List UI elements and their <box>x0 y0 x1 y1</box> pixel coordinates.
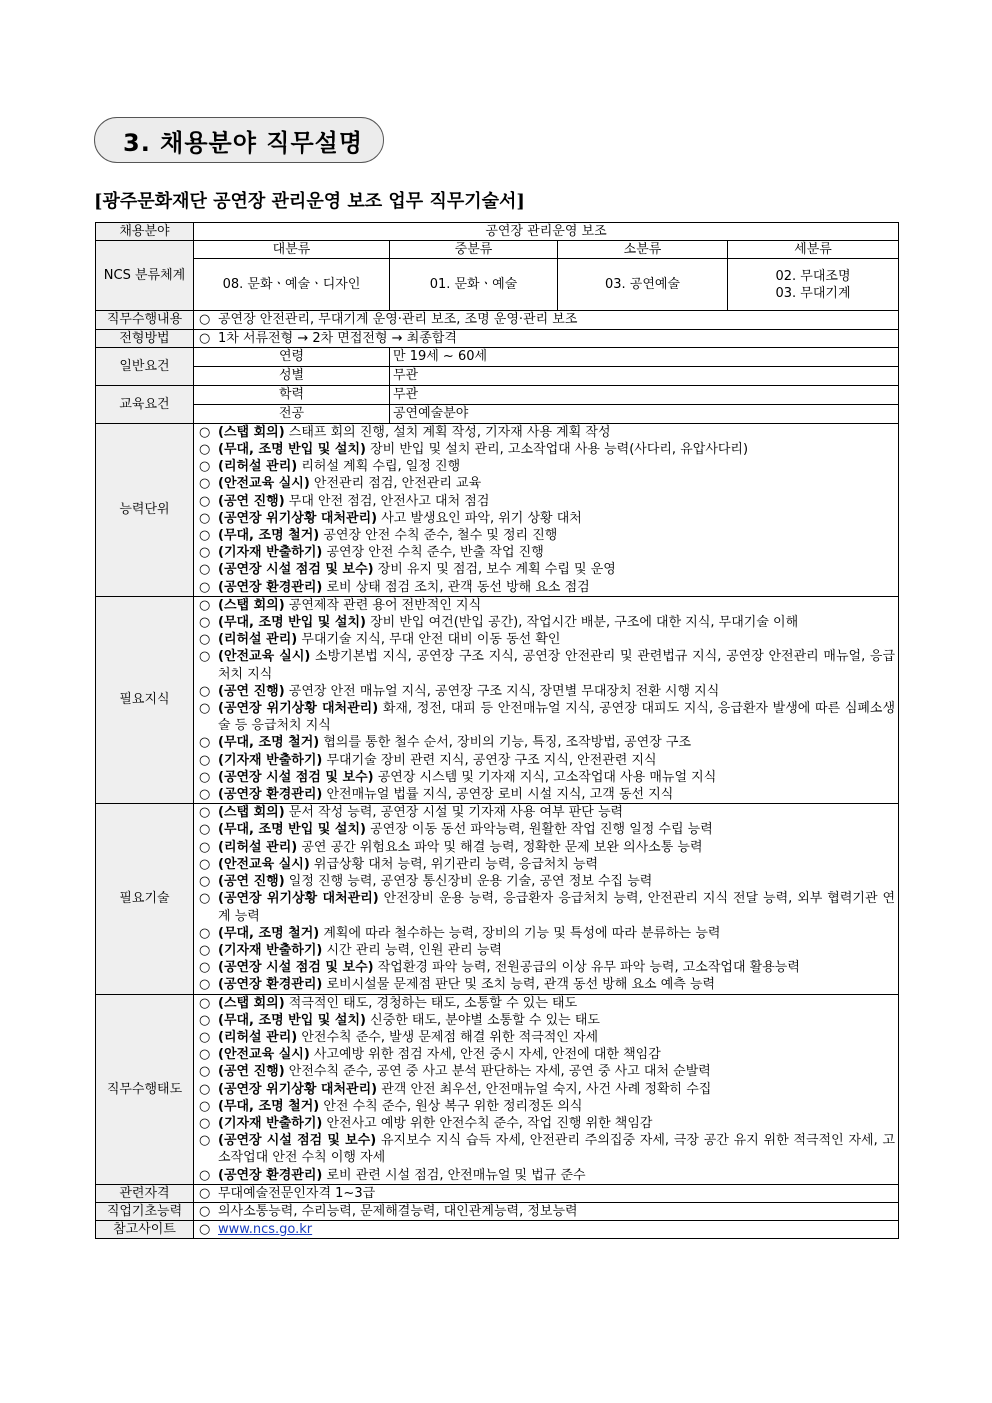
cert-value <box>194 1184 899 1202</box>
skills-item <box>197 976 895 993</box>
knowledge-label: 필요지식 <box>96 596 194 803</box>
age-label: 연령 <box>194 347 390 366</box>
ability-item-text <box>218 579 895 596</box>
ability-item-text <box>218 561 895 578</box>
skills-item-key: (스탭 회의) <box>218 805 285 821</box>
attitude-item-text <box>218 1098 895 1115</box>
ncs-label: NCS 분류체계 <box>96 241 194 311</box>
ncs-major: 08. 문화ㆍ예술ㆍ디자인 <box>194 259 390 311</box>
attitude-item <box>197 995 895 1012</box>
ncs-header-sub: 세분류 <box>728 241 899 259</box>
ability-item-text <box>218 424 895 441</box>
knowledge-item-key: (안전교육 실시) <box>218 649 311 665</box>
knowledge-item-desc: 장비 반입 여건(반입 공간), 작업시간 배분, 구조에 대한 지식, 무대기술 이해 <box>365 615 799 631</box>
knowledge-item-text <box>218 648 895 682</box>
bullet: ○ <box>199 1203 211 1219</box>
knowledge-item-text <box>218 631 895 648</box>
attitude-item-key: (무대, 조명 반입 및 설치) <box>218 1012 366 1028</box>
attitude-item-desc: 안전수칙 준수, 공연 중 사고 분석 판단하는 자세, 공연 중 사고 대처 순발력 <box>284 1064 711 1080</box>
bullet: ○ <box>199 1029 211 1045</box>
bullet: ○ <box>199 822 211 838</box>
bullet: ○ <box>199 493 211 509</box>
ability-item-key: (안전교육 실시) <box>218 476 310 492</box>
knowledge-item-key: (공연장 위기상황 대처관리) <box>218 701 379 717</box>
bullet: ○ <box>199 615 211 631</box>
row-general-sex <box>96 366 899 385</box>
row-skills <box>96 804 899 994</box>
row-site <box>96 1221 899 1239</box>
ability-item-key: (무대, 조명 반입 및 설치) <box>218 442 366 458</box>
knowledge-item-desc: 협의를 통한 철수 순서, 장비의 기능, 특징, 조작방법, 공연장 구조 <box>319 735 692 751</box>
duty-value <box>194 311 899 329</box>
knowledge-item-text <box>218 700 895 734</box>
skills-item-desc: 계획에 따라 철수하는 능력, 장비의 기능 및 특성에 따라 분류하는 능력 <box>319 925 721 941</box>
knowledge-item-key: (공연장 시설 점검 및 보수) <box>218 769 374 785</box>
ability-item-key: (공연 진행) <box>218 493 285 509</box>
knowledge-item-key: (스탭 회의) <box>218 597 285 613</box>
skills-item-key: (공연장 시설 점검 및 보수) <box>218 960 374 976</box>
ability-item-desc: 장비 유지 및 점검, 보수 계획 수립 및 운영 <box>373 562 616 578</box>
ability-item-text <box>218 527 895 544</box>
knowledge-item-text <box>218 614 895 631</box>
job-description-table <box>95 222 899 1239</box>
ability-item-text <box>218 493 895 510</box>
bullet: ○ <box>199 528 211 544</box>
knowledge-item-key: (기자재 반출하기) <box>218 752 323 768</box>
ability-label: 능력단위 <box>96 423 194 596</box>
ability-item <box>197 561 895 578</box>
attitude-item-desc: 로비 관련 시설 점검, 안전매뉴얼 및 법규 준수 <box>322 1167 586 1183</box>
ability-item <box>197 458 895 475</box>
attitude-item-text <box>218 1063 895 1080</box>
bullet: ○ <box>199 942 211 958</box>
bullet: ○ <box>199 1064 211 1080</box>
knowledge-item-text <box>218 786 895 803</box>
attitude-item-key: (안전교육 실시) <box>218 1047 310 1063</box>
ability-item-desc: 무대 안전 점검, 안전사고 대처 점검 <box>284 493 490 509</box>
ability-item <box>197 441 895 458</box>
knowledge-item <box>197 734 895 751</box>
attitude-item-desc: 관객 안전 최우선, 안전매뉴얼 숙지, 사건 사례 정확히 수집 <box>377 1081 712 1097</box>
attitude-item-key: (리허설 관리) <box>218 1029 298 1045</box>
skills-item <box>197 873 895 890</box>
attitude-item <box>197 1012 895 1029</box>
attitude-item-text <box>218 1132 895 1166</box>
ability-item-desc: 장비 반입 및 설치 관리, 고소작업대 사용 능력(사다리, 유압사다리) <box>365 442 749 458</box>
attitude-item-text <box>218 1167 895 1184</box>
attitude-item-text <box>218 1115 895 1132</box>
skills-item <box>197 804 895 821</box>
attitude-item-key: (스탭 회의) <box>218 995 285 1011</box>
knowledge-item-desc: 무대기술 지식, 무대 안전 대비 이동 동선 확인 <box>297 632 561 648</box>
attitude-item <box>197 1115 895 1132</box>
education-label: 교육요건 <box>96 385 194 423</box>
ability-item-text <box>218 544 895 561</box>
knowledge-item-desc: 공연장 안전 매뉴얼 지식, 공연장 구조 지식, 장면별 무대장치 전환 시행 지식 <box>284 683 720 699</box>
process-label: 전형방법 <box>96 329 194 347</box>
ability-item <box>197 527 895 544</box>
knowledge-list <box>194 596 899 803</box>
sex-label: 성별 <box>194 366 390 385</box>
ncs-header-major: 대분류 <box>194 241 390 259</box>
bullet: ○ <box>199 891 211 907</box>
skills-item-key: (공연장 환경관리) <box>218 977 323 993</box>
attitude-item <box>197 1098 895 1115</box>
ability-item-desc: 사고 발생요인 파악, 위기 상황 대처 <box>377 510 582 526</box>
attitude-item-key: (무대, 조명 철거) <box>218 1098 320 1114</box>
row-cert <box>96 1184 899 1202</box>
skills-item-text <box>218 804 895 821</box>
skills-item <box>197 959 895 976</box>
knowledge-item <box>197 648 895 682</box>
bullet: ○ <box>199 683 211 699</box>
skills-item <box>197 890 895 924</box>
bullet: ○ <box>199 787 211 803</box>
process-text: 1차 서류전형 → 2차 면접전형 → 최종합격 <box>218 330 457 346</box>
attitude-item-key: (공연 진행) <box>218 1064 285 1080</box>
general-label: 일반요건 <box>96 347 194 385</box>
knowledge-item <box>197 614 895 631</box>
bullet: ○ <box>199 312 211 328</box>
ability-item-desc: 공연장 안전 수칙 준수, 반출 작업 진행 <box>322 545 544 561</box>
bullet: ○ <box>199 476 211 492</box>
ncs-site-link[interactable]: www.ncs.go.kr <box>218 1222 313 1238</box>
ability-item-text <box>218 441 895 458</box>
skills-item-key: (리허설 관리) <box>218 839 298 855</box>
attitude-item-desc: 안전사고 예방 위한 안전수칙 준수, 작업 진행 위한 책임감 <box>322 1115 653 1131</box>
bullet: ○ <box>199 545 211 561</box>
knowledge-item-text <box>218 597 895 614</box>
cert-text: 무대예술전문인자격 1~3급 <box>218 1185 376 1201</box>
sex-value: 무관 <box>390 366 899 385</box>
bullet: ○ <box>199 459 211 475</box>
attitude-item-key: (공연장 시설 점검 및 보수) <box>218 1133 377 1149</box>
bullet: ○ <box>199 1047 211 1063</box>
site-value <box>194 1221 899 1239</box>
bullet: ○ <box>199 752 211 768</box>
bullet: ○ <box>199 1133 211 1149</box>
ability-item <box>197 544 895 561</box>
attitude-item <box>197 1046 895 1063</box>
skills-item-key: (공연 진행) <box>218 874 285 890</box>
row-ncs-headers <box>96 241 899 259</box>
ability-item <box>197 493 895 510</box>
knowledge-item-text <box>218 734 895 751</box>
bullet: ○ <box>199 874 211 890</box>
knowledge-item-desc: 안전매뉴얼 법률 지식, 공연장 로비 시설 지식, 고객 동선 지식 <box>322 787 674 803</box>
ncs-sub-2: 03. 무대기계 <box>775 285 851 301</box>
skills-item-text <box>218 873 895 890</box>
skills-item-desc: 로비시설물 문제점 판단 및 조치 능력, 관객 동선 방해 요소 예측 능력 <box>322 977 716 993</box>
knowledge-item <box>197 769 895 786</box>
attitude-item-desc: 안전수칙 준수, 발생 문제점 해결 위한 적극적인 자세 <box>297 1029 599 1045</box>
attitude-item-text <box>218 1012 895 1029</box>
skills-item <box>197 821 895 838</box>
ability-item <box>197 579 895 596</box>
cert-label: 관련자격 <box>96 1184 194 1202</box>
ability-item <box>197 475 895 492</box>
degree-value: 무관 <box>390 385 899 404</box>
row-general-age <box>96 347 899 366</box>
skills-item-desc: 안전장비 운용 능력, 응급환자 응급처치 능력, 안전관리 지식 전달 능력, 외부 협력기관 연계 능력 <box>218 891 896 924</box>
skills-item-key: (안전교육 실시) <box>218 856 310 872</box>
ability-item-text <box>218 510 895 527</box>
basic-value <box>194 1202 899 1220</box>
ability-item <box>197 510 895 527</box>
duty-text: 공연장 안전관리, 무대기계 운영·관리 보조, 조명 운영·관리 보조 <box>218 312 578 328</box>
knowledge-item-desc: 소방기본법 지식, 공연장 구조 지식, 공연장 안전관리 및 관련법규 지식, 공연장 안전관리 매뉴얼, 응급처치 지식 <box>218 649 896 682</box>
row-ncs-values <box>96 259 899 311</box>
skills-item-key: (무대, 조명 철거) <box>218 925 320 941</box>
bullet: ○ <box>199 649 211 665</box>
skills-item-text <box>218 976 895 993</box>
row-field <box>96 223 899 241</box>
major-value: 공연예술분야 <box>390 404 899 423</box>
site-label: 참고사이트 <box>96 1221 194 1239</box>
skills-item-key: (기자재 반출하기) <box>218 942 323 958</box>
ability-item-text <box>218 458 895 475</box>
skills-item <box>197 925 895 942</box>
attitude-item <box>197 1132 895 1166</box>
skills-item-text <box>218 821 895 838</box>
skills-list <box>194 804 899 994</box>
knowledge-item-text <box>218 752 895 769</box>
ability-item-desc: 스태프 회의 진행, 설치 계획 작성, 기자재 사용 계획 작성 <box>284 424 611 440</box>
knowledge-item-desc: 화재, 정전, 대피 등 안전매뉴얼 지식, 공연장 대피도 지식, 응급환자 발생에 따른 심폐소생술 등 응급처치 지식 <box>218 701 896 734</box>
attitude-item-text <box>218 1081 895 1098</box>
row-knowledge <box>96 596 899 803</box>
attitude-item-desc: 유지보수 지식 습득 자세, 안전관리 주의집중 자세, 극장 공간 유지 위한 적극적인 자세, 고소작업대 안전 수칙 이행 자세 <box>218 1133 896 1166</box>
section-title: 3. 채용분야 직무설명 <box>94 117 384 163</box>
skills-item-desc: 공연장 이동 동선 파악능력, 원활한 작업 진행 일정 수립 능력 <box>365 822 713 838</box>
skills-item-text <box>218 839 895 856</box>
ncs-sub <box>728 259 899 311</box>
ability-item-key: (스탭 회의) <box>218 424 285 440</box>
age-value: 만 19세 ~ 60세 <box>390 347 899 366</box>
bullet: ○ <box>199 510 211 526</box>
bullet: ○ <box>199 1185 211 1201</box>
process-value <box>194 329 899 347</box>
ability-item-desc: 공연장 안전 수칙 준수, 철수 및 정리 진행 <box>319 528 558 544</box>
ability-item-key: (리허설 관리) <box>218 459 298 475</box>
ability-item-key: (공연장 환경관리) <box>218 579 323 595</box>
bullet: ○ <box>199 1098 211 1114</box>
bullet: ○ <box>199 1115 211 1131</box>
knowledge-item <box>197 683 895 700</box>
knowledge-item-desc: 무대기술 장비 관련 지식, 공연장 구조 지식, 안전관련 지식 <box>322 752 657 768</box>
knowledge-item-desc: 공연제작 관련 용어 전반적인 지식 <box>284 597 482 613</box>
bullet: ○ <box>199 925 211 941</box>
ability-item-key: (공연장 위기상황 대처관리) <box>218 510 378 526</box>
attitude-item-desc: 신중한 태도, 분야별 소통할 수 있는 태도 <box>365 1012 600 1028</box>
bullet: ○ <box>199 995 211 1011</box>
basic-label: 직업기초능력 <box>96 1202 194 1220</box>
knowledge-item-text <box>218 683 895 700</box>
knowledge-item <box>197 597 895 614</box>
skills-item-desc: 위급상황 대처 능력, 위기관리 능력, 응급처치 능력 <box>309 856 599 872</box>
row-basic <box>96 1202 899 1220</box>
bullet: ○ <box>199 960 211 976</box>
knowledge-item-key: (무대, 조명 반입 및 설치) <box>218 615 366 631</box>
skills-item-text <box>218 959 895 976</box>
skills-label: 필요기술 <box>96 804 194 994</box>
skills-item-desc: 일정 진행 능력, 공연장 통신장비 운용 기술, 공연 정보 수집 능력 <box>284 874 653 890</box>
ncs-sub-1: 02. 무대조명 <box>775 268 851 284</box>
ncs-middle: 01. 문화ㆍ예술 <box>390 259 558 311</box>
bullet: ○ <box>199 579 211 595</box>
attitude-item <box>197 1029 895 1046</box>
skills-item-text <box>218 942 895 959</box>
row-education-degree <box>96 385 899 404</box>
duty-label: 직무수행내용 <box>96 311 194 329</box>
ability-list <box>194 423 899 596</box>
row-duty <box>96 311 899 329</box>
bullet: ○ <box>199 1222 211 1238</box>
row-education-major <box>96 404 899 423</box>
skills-item-key: (공연장 위기상황 대처관리) <box>218 891 379 907</box>
bullet: ○ <box>199 735 211 751</box>
knowledge-item <box>197 752 895 769</box>
bullet: ○ <box>199 977 211 993</box>
field-value: 공연장 관리운영 보조 <box>194 223 899 241</box>
skills-item-desc: 작업환경 파악 능력, 전원공급의 이상 유무 파악 능력, 고소작업대 활용능력 <box>373 960 800 976</box>
field-label: 채용분야 <box>96 223 194 241</box>
ability-item-text <box>218 475 895 492</box>
ability-item-key: (무대, 조명 철거) <box>218 528 320 544</box>
attitude-item-desc: 안전 수칙 준수, 원상 복구 위한 정리정돈 의식 <box>319 1098 583 1114</box>
knowledge-item <box>197 786 895 803</box>
knowledge-item <box>197 631 895 648</box>
degree-label: 학력 <box>194 385 390 404</box>
bullet: ○ <box>199 424 211 440</box>
attitude-item-desc: 적극적인 태도, 경청하는 태도, 소통할 수 있는 태도 <box>284 995 578 1011</box>
skills-item <box>197 856 895 873</box>
skills-item-text <box>218 925 895 942</box>
bullet: ○ <box>199 562 211 578</box>
major-label: 전공 <box>194 404 390 423</box>
skills-item-key: (무대, 조명 반입 및 설치) <box>218 822 366 838</box>
attitude-item-key: (기자재 반출하기) <box>218 1115 323 1131</box>
knowledge-item <box>197 700 895 734</box>
ability-item-desc: 안전관리 점검, 안전관리 교육 <box>309 476 482 492</box>
ability-item-key: (기자재 반출하기) <box>218 545 323 561</box>
skills-item <box>197 942 895 959</box>
bullet: ○ <box>199 330 211 346</box>
bullet: ○ <box>199 1012 211 1028</box>
ability-item-desc: 리허설 계획 수립, 일정 진행 <box>297 459 461 475</box>
bullet: ○ <box>199 1081 211 1097</box>
bullet: ○ <box>199 769 211 785</box>
knowledge-item-key: (리허설 관리) <box>218 632 298 648</box>
attitude-item-key: (공연장 위기상황 대처관리) <box>218 1081 378 1097</box>
skills-item-desc: 공연 공간 위험요소 파악 및 해결 능력, 정확한 문제 보완 의사소통 능력 <box>297 839 703 855</box>
skills-item-desc: 시간 관리 능력, 인원 관리 능력 <box>322 942 502 958</box>
ncs-header-minor: 소분류 <box>558 241 728 259</box>
bullet: ○ <box>199 839 211 855</box>
attitude-label: 직무수행태도 <box>96 994 194 1184</box>
ncs-header-middle: 중분류 <box>390 241 558 259</box>
attitude-item <box>197 1063 895 1080</box>
attitude-item-text <box>218 995 895 1012</box>
bullet: ○ <box>199 597 211 613</box>
row-attitude <box>96 994 899 1184</box>
row-process <box>96 329 899 347</box>
knowledge-item-desc: 공연장 시스템 및 기자재 지식, 고소작업대 사용 매뉴얼 지식 <box>373 769 717 785</box>
ncs-minor: 03. 공연예술 <box>558 259 728 311</box>
skills-item-text <box>218 856 895 873</box>
knowledge-item-key: (공연 진행) <box>218 683 285 699</box>
attitude-list <box>194 994 899 1184</box>
ability-item <box>197 424 895 441</box>
bullet: ○ <box>199 632 211 648</box>
bullet: ○ <box>199 701 211 717</box>
document-title: [광주문화재단 공연장 관리운영 보조 업무 직무기술서] <box>94 191 525 212</box>
knowledge-item-key: (무대, 조명 철거) <box>218 735 320 751</box>
bullet: ○ <box>199 442 211 458</box>
knowledge-item-key: (공연장 환경관리) <box>218 787 323 803</box>
bullet: ○ <box>199 856 211 872</box>
attitude-item <box>197 1167 895 1184</box>
ability-item-key: (공연장 시설 점검 및 보수) <box>218 562 374 578</box>
bullet: ○ <box>199 1167 211 1183</box>
attitude-item-text <box>218 1046 895 1063</box>
basic-text: 의사소통능력, 수리능력, 문제해결능력, 대인관계능력, 정보능력 <box>218 1203 578 1219</box>
row-ability <box>96 423 899 596</box>
attitude-item-desc: 사고예방 위한 점검 자세, 안전 중시 자세, 안전에 대한 책임감 <box>309 1047 661 1063</box>
knowledge-item-text <box>218 769 895 786</box>
bullet: ○ <box>199 805 211 821</box>
attitude-item <box>197 1081 895 1098</box>
ability-item-desc: 로비 상태 점검 조치, 관객 동선 방해 요소 점검 <box>322 579 590 595</box>
attitude-item-text <box>218 1029 895 1046</box>
attitude-item-key: (공연장 환경관리) <box>218 1167 323 1183</box>
skills-item-text <box>218 890 895 924</box>
skills-item-desc: 문서 작성 능력, 공연장 시설 및 기자재 사용 여부 판단 능력 <box>284 805 624 821</box>
skills-item <box>197 839 895 856</box>
